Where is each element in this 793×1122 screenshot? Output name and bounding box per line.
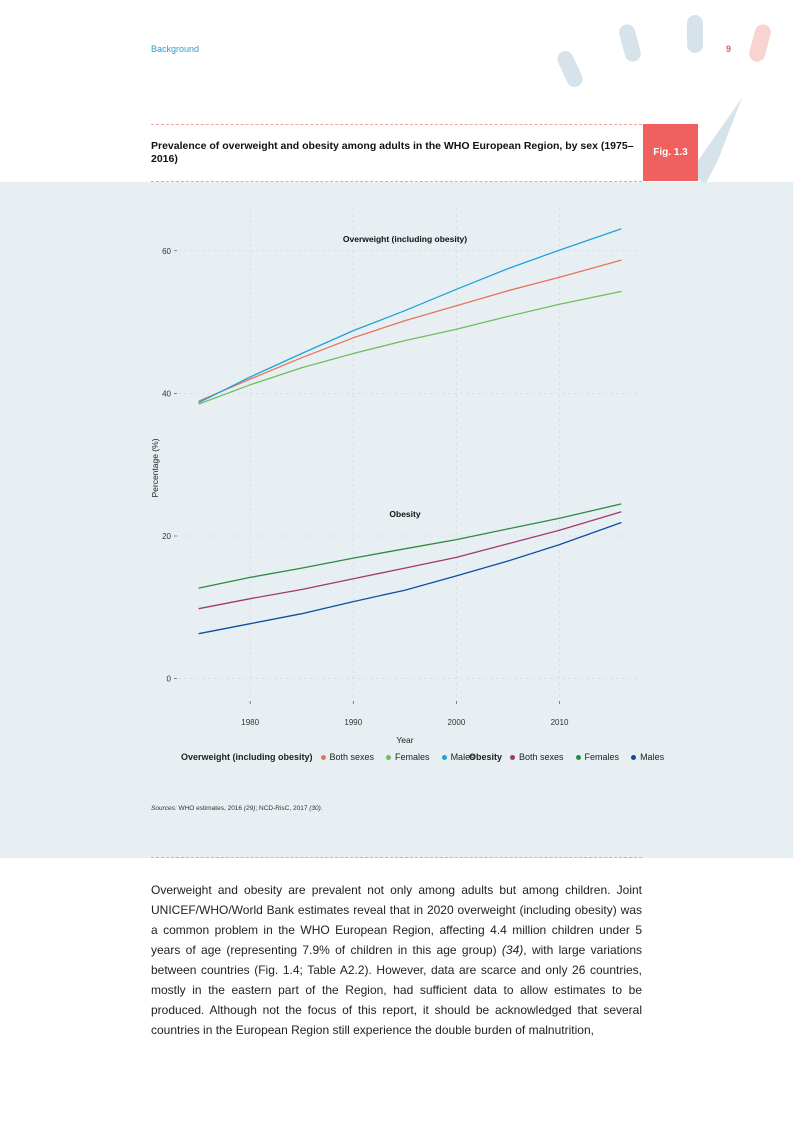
legend-label-ob-males: Males (640, 752, 665, 762)
sources-text-2: ; NCD-RisC, 2017 (255, 805, 310, 812)
annotation-overweight: Overweight (including obesity) (342, 234, 468, 244)
body-paragraph (151, 880, 642, 1040)
y-tick-label-60: 60 (162, 246, 171, 256)
legend-title-overweight: Overweight (including obesity) (181, 752, 313, 762)
divider-title-bottom (151, 181, 642, 182)
x-tick-label-1990: 1990 (344, 718, 363, 727)
legend-dot-ob-males (631, 755, 636, 760)
section-title: Background (151, 44, 200, 54)
x-tick-label-2010: 2010 (550, 718, 569, 727)
legend-obesity (469, 750, 664, 764)
page-number: 9 (726, 44, 732, 54)
sources-text-3: . (320, 805, 323, 812)
legend-overweight (181, 750, 487, 764)
legend-item-ow-both (321, 752, 375, 762)
legend-label-ob-females: Females (584, 752, 620, 762)
figure-sources (151, 805, 323, 812)
y-tick-label-20: 20 (162, 532, 171, 541)
legend-label-ob-both: Both sexes (519, 752, 564, 762)
legend-dot-ow-females (386, 755, 391, 760)
legend-label-ow-both: Both sexes (329, 752, 375, 762)
x-axis-label: Year (396, 735, 414, 745)
legend-item-ob-males (631, 752, 664, 762)
y-axis-label: Percentage (%) (150, 438, 160, 498)
legend-item-ow-females (386, 752, 430, 762)
legend-dot-ow-males (442, 755, 447, 760)
chart-grid (178, 208, 642, 700)
sources-ref-30[interactable]: (30) (309, 805, 321, 812)
legend-label-ow-males: Males (450, 752, 475, 762)
legend-dot-ow-both (321, 755, 326, 760)
x-tick-label-1980: 1980 (241, 718, 260, 727)
body-text-part-2: , with large variations between countries (Fig. 1.4; Table A2.2). However, data are scarce and only 26 countries, mostly in the eastern part of the Region, had sufficient data to allow estimates to be produced. Although not the focus of this report, it should be acknowledged that several countries in the European Region still experience the double burden of malnutrition, (151, 943, 642, 1037)
sources-ref-29[interactable]: (29) (243, 805, 256, 812)
y-tick-label-40: 40 (162, 389, 171, 399)
y-tick-label-0: 0 (166, 674, 171, 684)
body-text-part-1: Overweight and obesity are prevalent not only among adults but among children. Joint UNICEF/WHO/World Bank estimates reveal that in 2020 overweight (including obesity) was a common problem in the WHO European Region, affecting 4.4 million children under 5 years of age (representing 7.9% of children in this age group) (151, 883, 642, 957)
series-line-obesity-males (199, 523, 622, 634)
sources-text-1: WHO estimates, 2016 (176, 805, 244, 812)
legend-item-ob-both (510, 752, 564, 762)
legend-dot-ob-both (510, 755, 515, 760)
body-ref-34[interactable]: (34) (501, 943, 524, 957)
series-line-obesity-both-sexes (199, 512, 622, 609)
annotation-obesity: Obesity (389, 509, 421, 519)
sources-label: Sources: (151, 805, 177, 812)
figure-title: Prevalence of overweight and obesity among adults in the WHO European Region, by sex (1975–2016) (151, 140, 634, 165)
legend-dot-ob-females (576, 755, 581, 760)
legend-title-obesity: Obesity (469, 752, 503, 762)
legend-label-ow-females: Females (395, 752, 430, 762)
series-line-overweight-both-sexes (199, 260, 622, 401)
divider-bottom (151, 857, 642, 858)
figure-tag: Fig. 1.3 (643, 124, 698, 181)
legend-item-ob-females (576, 752, 620, 762)
series-line-overweight-males (199, 229, 622, 403)
x-tick-label-2000: 2000 (447, 718, 466, 727)
chart-lines (199, 229, 622, 634)
